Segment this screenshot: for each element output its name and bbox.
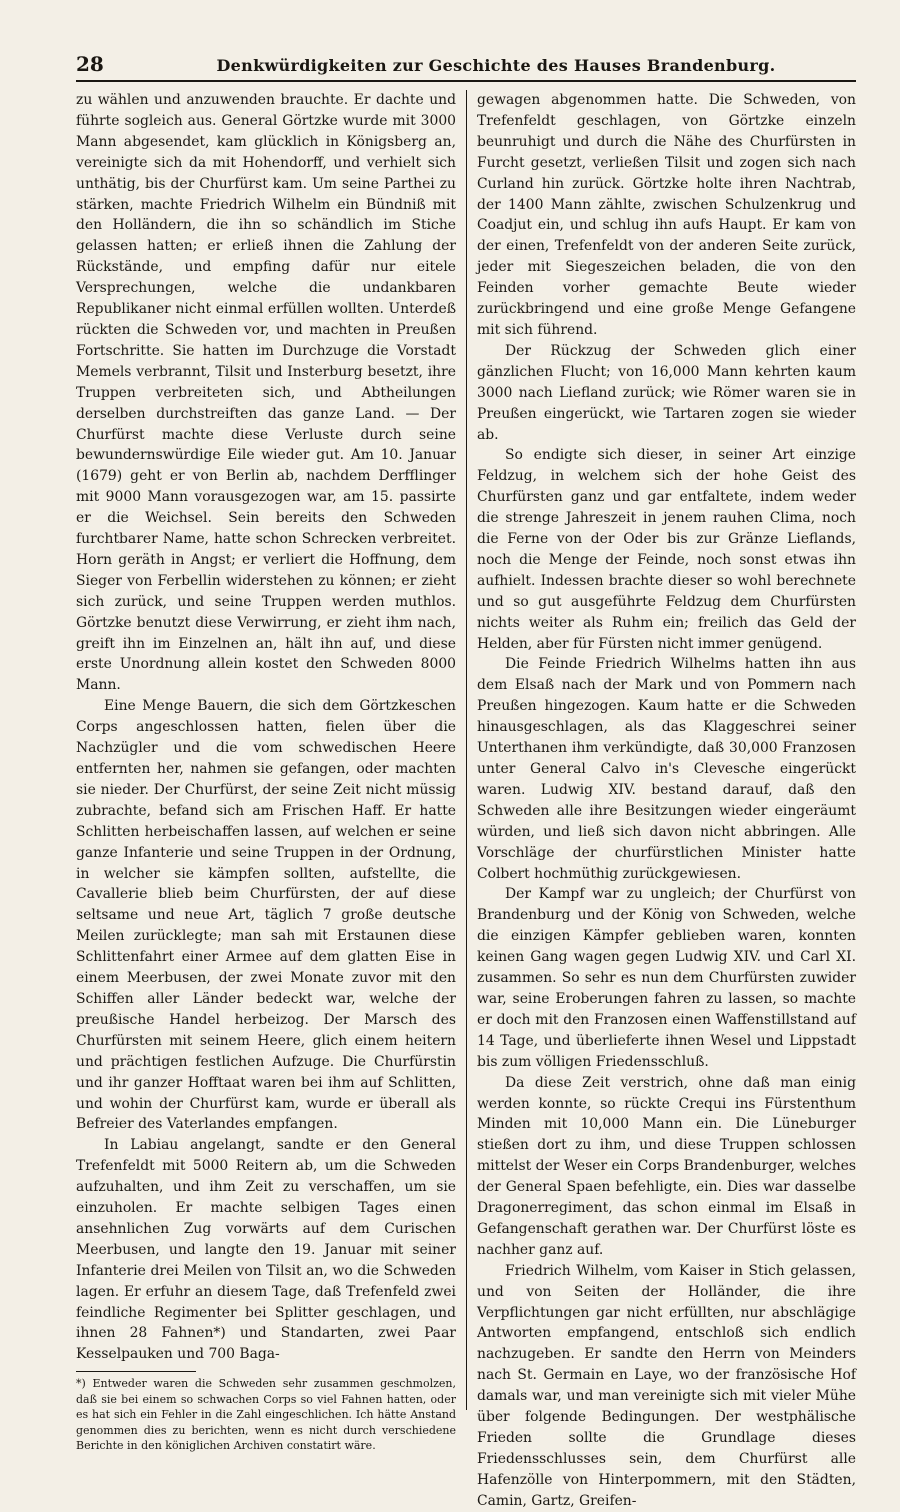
page-number: 28 — [76, 52, 104, 76]
paragraph: Eine Menge Bauern, die sich dem Görtzkeschen Corps angeschlossen hatten, fielen über die Nachzügler und die vom schwedischen Heere entfernten her, nahmen sie gefangen, oder machten sie nieder. Der Churfürst, der seine Zeit nicht müssig zubrachte, befand sich am Frischen Haff. Er hatte Schlitten herbeischaffen lassen, auf welchen er seine ganze Infanterie und seine Truppen in der Ordnung, in welcher sie kämpfen sollten, aufstellte, die Cavallerie blieb beim Churfürsten, der auf diese seltsame und neue Art, täglich 7 große deutsche Meilen zurücklegte; man sah mit Erstaunen diese Schlittenfahrt einer Armee auf dem glatten Eise in einem Meerbusen, der zwei Monate zuvor mit den Schiffen aller Länder bedeckt war, welche der preußische Handel herbeizog. Der Marsch des Churfürsten mit seinem Heere, glich einem heitern und prächtigen festlichen Aufzuge. Die Churfürstin und ihr ganzer Hofftaat waren bei ihm auf Schlitten, und wohin der Churfürst kam, wurde er überall als Befreier des Vaterlandes empfangen. — [76, 698, 456, 1133]
paragraph: Da diese Zeit verstrich, ohne daß man einig werden konnte, so rückte Crequi ins Fürstenthum Minden mit 10,000 Mann ein. Die Lüneburger stießen dort zu ihm, und diese Truppen schlossen mittelst der Weser ein Corps Brandenburger, welches der General Spaen befehligte, ein. Dies war dasselbe Dragonerregiment, das schon einmal im Elsaß in Gefangenschaft gerathen war. Der Churfürst löste es nachher ganz auf. — [477, 1074, 856, 1258]
running-title: Denkwürdigkeiten zur Geschichte des Hauses Brandenburg. — [216, 56, 776, 75]
footnote: *) Entweder waren die Schweden sehr zusammen geschmolzen, daß sie bei einem so schwachen Corps so viel Fahnen hatten, oder es hat sich ein Fehler in die Zahl eingeschlichen. Ich hätte Anstand genommen dies zu berichten, wenn es nicht durch verschiedene Berichte in den königlichen Archiven constatirt wäre. — [76, 1377, 456, 1453]
left-column — [76, 90, 466, 1453]
paragraph: In Labiau angelangt, sandte er den General Trefenfeldt mit 5000 Reitern ab, um die Schweden aufzuhalten, und ihm Zeit zu verschaffen, um sie einzuholen. Er machte selbigen Tages einen ansehnlichen Zug vorwärts auf dem Curischen Meerbusen, und langte den 19. Januar mit seiner Infanterie drei Meilen von Tilsit an, wo die Schweden lagen. Er erfuhr an diesem Tage, daß Trefenfeld zwei feindliche Regimenter bei Splitter geschlagen, und ihnen 28 Fahnen*) und Standarten, zwei Paar Kesselpauken und 700 Baga- — [76, 1137, 456, 1363]
paragraph: gewagen abgenommen hatte. Die Schweden, von Trefenfeldt geschlagen, von Görtzke einzeln beunruhigt und durch die Nähe des Churfürsten in Furcht gesetzt, verließen Tilsit und zogen sich nach Curland hin zurück. Görtzke holte ihren Nachtrab, der 1400 Mann zählte, zwischen Schulzenkrug und Coadjut ein, und schlug ihn aufs Haupt. Er kam von der einen, Trefenfeldt von der anderen Seite zurück, jeder mit Siegeszeichen beladen, die von den Feinden vorher gemachte Beute wieder zurückbringend und eine große Menge Gefangene mit sich führend. — [477, 92, 856, 338]
paragraph: So endigte sich dieser, in seiner Art einzige Feldzug, in welchem sich der hohe Geist des Churfürsten ganz und gar entfaltete, indem weder die strenge Jahreszeit in jenem rauhen Clima, noch die Ferne von der Oder bis zur Gränze Lieflands, noch die Menge der Feinde, noch sonst etwas ihn aufhielt. Indessen brachte dieser so wohl berechnete und so gut ausgeführte Feldzug dem Churfürsten nichts weiter als Ruhm ein; freilich das Geld der Helden, aber für Fürsten nicht immer genügend. — [477, 447, 856, 652]
paragraph: Der Rückzug der Schweden glich einer gänzlichen Flucht; von 16,000 Mann kehrten kaum 3000 nach Liefland zurück; wie Römer waren sie in Preußen eingerückt, wie Tartaren zogen sie wieder ab. — [477, 342, 856, 443]
paragraph: Die Feinde Friedrich Wilhelms hatten ihn aus dem Elsaß nach der Mark und von Pommern nach Preußen hingezogen. Kaum hatte er die Schweden hinausgeschlagen, als das Klaggeschrei seiner Unterthanen ihm verkündigte, daß 30,000 Franzosen unter General Calvo in's Clevesche eingerückt waren. Ludwig XIV. bestand darauf, daß den Schweden alle ihre Besitzungen wieder eingeräumt würden, und ließ sich davon nicht abbringen. Alle Vorschläge der churfürstlichen Minister hatte Colbert hochmüthig zurückgewiesen. — [477, 656, 856, 882]
paragraph: Friedrich Wilhelm, vom Kaiser in Stich gelassen, und von Seiten der Holländer, die ihre Verpflichtungen gar nicht erfüllten, nur abschlägige Antworten empfangend, entschloß sich endlich nachzugeben. Er sandte den Herrn von Meinders nach St. Germain en Laye, wo der französische Hof damals war, und man vereinigte sich mit vieler Mühe über folgende Bedingungen. Der westphälische Frieden sollte die Grundlage dieses Friedensschlusses sein, dem Churfürst alle Hafenzölle von Hinterpommern, mit den Städten, Camin, Gartz, Greifen- — [477, 1262, 856, 1509]
paragraph: Der Kampf war zu ungleich; der Churfürst von Brandenburg und der König von Schweden, welche die einzigen Kämpfer geblieben waren, konnten keinen Gang wagen gegen Ludwig XIV. und Carl XI. zusammen. So sehr es nun dem Churfürsten zuwider war, seine Eroberungen fahren zu lassen, so machte er doch mit den Franzosen einen Waffenstillstand auf 14 Tage, und überlieferte ihnen Wesel und Lippstadt bis zum völligen Friedensschluß. — [477, 886, 856, 1070]
right-column — [466, 90, 856, 1509]
text-columns — [76, 90, 856, 1509]
footnote-rule — [76, 1371, 196, 1372]
running-head — [76, 52, 856, 82]
paragraph: zu wählen und anzuwenden brauchte. Er dachte und führte sogleich aus. General Görtzke wurde mit 3000 Mann abgesendet, kam glücklich in Königsberg an, vereinigte sich da mit Hohendorff, und verhielt sich unthätig, bis der Churfürst kam. Um seine Parthei zu stärken, machte Friedrich Wilhelm ein Bündniß mit den Holländern, die ihn so schändlich im Stiche gelassen hatten; er erließ ihnen die Zahlung der Rückstände, und empfing dafür nur eitele Versprechungen, welche die undankbaren Republikaner nicht einmal erfüllen wollten. Unterdeß rückten die Schweden vor, und machten in Preußen Fortschritte. Sie hatten im Durchzuge die Vorstadt Memels verbrannt, Tilsit und Insterburg besetzt, ihre Truppen verbreiteten sich, und Abtheilungen derselben durchstreiften das ganze Land. — Der Churfürst machte diese Verluste durch seine bewundernswürdige Eile wieder gut. Am 10. Januar (1679) geht er von Berlin ab, nachdem Derfflinger mit 9000 Mann vorausgezogen war, am 15. passirte er die Weichsel. Sein bereits den Schweden furchtbarer Name, hatte schon Schrecken verbreitet. Horn geräth in Angst; er verliert die Hoffnung, dem Sieger von Ferbellin widerstehen zu können; er zieht sich zurück, und seine Truppen werden muthlos. Görtzke benutzt diese Verwirrung, er zieht ihm nach, greift ihn im Einzelnen an, hält ihn auf, und diese erste Unordnung allein kostet den Schweden 8000 Mann. — [76, 92, 456, 694]
